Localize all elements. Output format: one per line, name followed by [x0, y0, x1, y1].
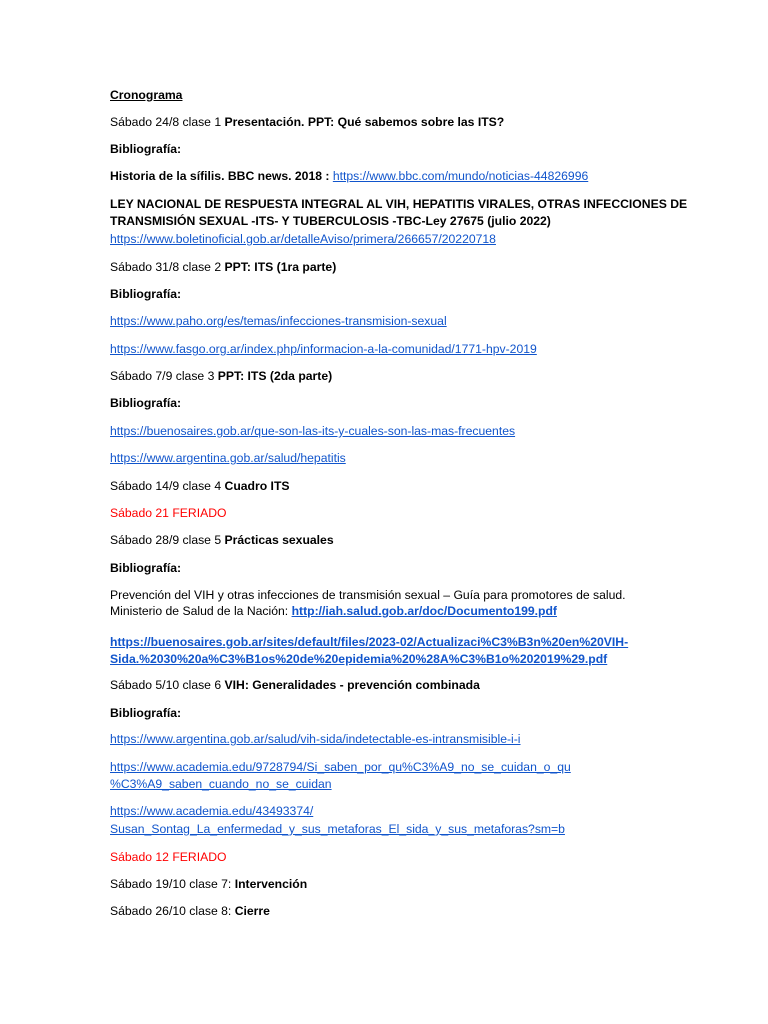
class-6-reference-3-line-2 — [110, 821, 565, 837]
buenosaires-vih-link-part-2[interactable]: Sida.%2030%20a%C3%B1os%20de%20epidemia%20%28A%C3%B1o%202019%29.pdf — [110, 652, 608, 666]
class-6-date: Sábado 5/10 clase 6 — [110, 678, 225, 692]
bibliography-label-5: Bibliografía: — [110, 561, 182, 575]
argentina-vih-sida-link[interactable]: https://www.argentina.gob.ar/salud/vih-sida/indetectable-es-intransmisible-i-i — [110, 732, 521, 746]
class-6-reference-1 — [110, 731, 521, 747]
holiday-2: Sábado 12 FERIADO — [110, 850, 227, 864]
law-title-line-2: TRANSMISIÓN SEXUAL -ITS- Y TUBERCULOSIS -TBC-Ley 27675 (julio 2022) — [110, 214, 551, 228]
bibliography-label-3: Bibliografía: — [110, 396, 182, 410]
guide-text-line-2 — [110, 603, 557, 619]
class-6-reference-2-line-2 — [110, 776, 332, 792]
class-7-line — [110, 876, 307, 892]
bibliography-label-1: Bibliografía: — [110, 142, 182, 156]
class-6-line — [110, 677, 480, 693]
bibliography-label-6: Bibliografía: — [110, 706, 182, 720]
paho-link[interactable]: https://www.paho.org/es/temas/infecciones-transmision-sexual — [110, 314, 447, 328]
class-2-line — [110, 259, 336, 275]
class-4-date: Sábado 14/9 clase 4 — [110, 479, 225, 493]
buenosaires-its-link[interactable]: https://buenosaires.gob.ar/que-son-las-its-y-cuales-son-las-mas-frecuentes — [110, 424, 516, 438]
boletin-oficial-link[interactable]: https://www.boletinoficial.gob.ar/detalleAviso/primera/266657/20220718 — [110, 232, 496, 246]
reference-text: Historia de la sífilis. BBC news. 2018 : — [110, 169, 333, 183]
bbc-link[interactable]: https://www.bbc.com/mundo/noticias-44826996 — [332, 169, 589, 183]
iah-salud-link[interactable]: http://iah.salud.gob.ar/doc/Documento199.pdf — [291, 604, 557, 618]
guide-text-line-1: Prevención del VIH y otras infecciones de transmisión sexual – Guía para promotores de salud. — [110, 588, 626, 602]
ministry-text: Ministerio de Salud de la Nación: — [110, 604, 292, 618]
class-1-topic: Presentación. PPT: Qué sabemos sobre las ITS? — [224, 115, 505, 129]
class-5-reference-2-line-1 — [110, 634, 628, 650]
class-5-date: Sábado 28/9 clase 5 — [110, 533, 225, 547]
class-2-reference-1 — [110, 313, 447, 329]
class-8-line — [110, 903, 270, 919]
class-3-reference-1 — [110, 423, 515, 439]
class-7-date: Sábado 19/10 clase 7: — [110, 877, 235, 891]
class-5-reference-2-line-2 — [110, 651, 607, 667]
class-8-date: Sábado 26/10 clase 8: — [110, 904, 235, 918]
class-6-reference-2-line-1 — [110, 759, 571, 775]
page-title: Cronograma — [110, 88, 183, 102]
class-3-topic: PPT: ITS (2da parte) — [217, 369, 333, 383]
class-8-topic: Cierre — [234, 904, 270, 918]
bibliography-label-2: Bibliografía: — [110, 287, 182, 301]
class-1-reference-1 — [110, 168, 588, 184]
law-title-line-1: LEY NACIONAL DE RESPUESTA INTEGRAL AL VIH, HEPATITIS VIRALES, OTRAS INFECCIONES DE — [110, 197, 688, 211]
academia-link-1-part-2[interactable]: %C3%A9_saben_cuando_no_se_cuidan — [110, 777, 332, 791]
buenosaires-vih-link-part-1[interactable]: https://buenosaires.gob.ar/sites/default/files/2023-02/Actualizaci%C3%B3n%20en%20VIH- — [110, 635, 629, 649]
holiday-1: Sábado 21 FERIADO — [110, 506, 227, 520]
class-3-line — [110, 368, 332, 384]
fasgo-link[interactable]: https://www.fasgo.org.ar/index.php/informacion-a-la-comunidad/1771-hpv-2019 — [110, 342, 537, 356]
academia-link-1-part-1[interactable]: https://www.academia.edu/9728794/Si_saben_por_qu%C3%A9_no_se_cuidan_o_qu — [110, 760, 571, 774]
class-4-line — [110, 478, 290, 494]
class-3-reference-2 — [110, 450, 346, 466]
class-2-date: Sábado 31/8 clase 2 — [110, 260, 225, 274]
class-2-topic: PPT: ITS (1ra parte) — [224, 260, 337, 274]
class-7-topic: Intervención — [234, 877, 308, 891]
class-6-topic: VIH: Generalidades - prevención combinada — [224, 678, 480, 692]
academia-link-2-part-2[interactable]: Susan_Sontag_La_enfermedad_y_sus_metaforas_El_sida_y_sus_metaforas?sm=b — [110, 822, 565, 836]
law-link-line — [110, 231, 496, 247]
class-2-reference-2 — [110, 341, 537, 357]
class-1-date: Sábado 24/8 clase 1 — [110, 115, 225, 129]
class-3-date: Sábado 7/9 clase 3 — [110, 369, 218, 383]
class-6-reference-3-line-1 — [110, 803, 313, 819]
academia-link-2-part-1[interactable]: https://www.academia.edu/43493374/ — [110, 804, 314, 818]
argentina-hepatitis-link[interactable]: https://www.argentina.gob.ar/salud/hepatitis — [110, 451, 346, 465]
class-5-line — [110, 532, 334, 548]
class-1-line — [110, 114, 504, 130]
class-5-topic: Prácticas sexuales — [224, 533, 334, 547]
class-4-topic: Cuadro ITS — [224, 479, 290, 493]
